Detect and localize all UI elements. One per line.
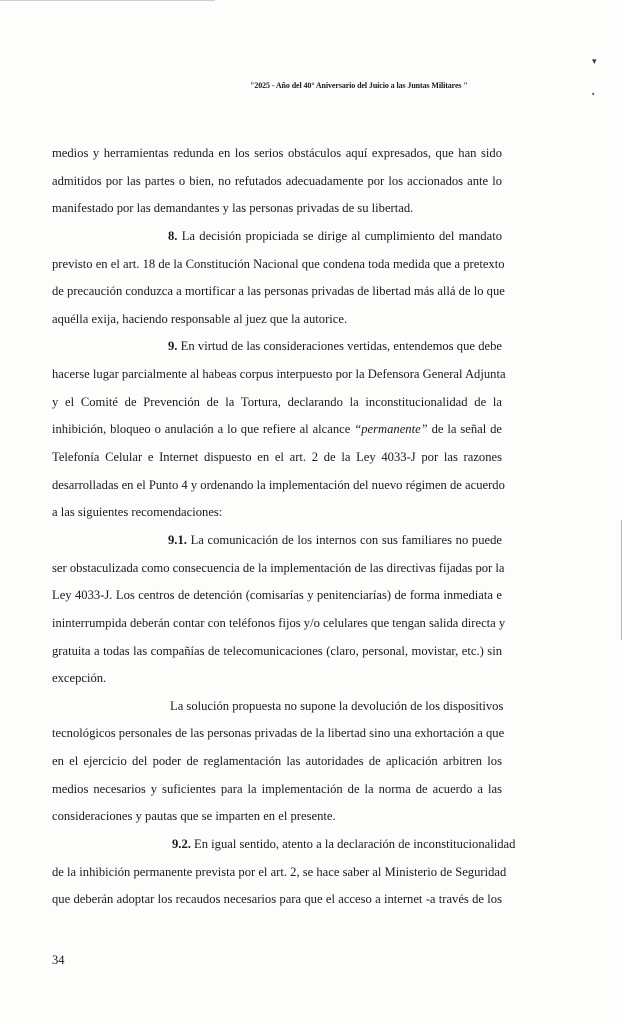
- text-line: manifestado por las demandantes y las personas privadas de su libertad.: [52, 201, 414, 216]
- text-line: medios y herramientas redunda en los serios obstáculos aquí expresados, que han sido: [52, 146, 502, 160]
- text-line: inhibición, bloqueo o anulación a lo que refiere al alcance “permanente” de la señal de: [52, 422, 502, 437]
- text-line: a las siguientes recomendaciones:: [52, 505, 223, 520]
- page-number: 34: [52, 953, 65, 967]
- text-line: 9.2. En igual sentido, atento a la declaración de inconstitucionalidad: [172, 837, 516, 852]
- text-line: admitidos por las partes o bien, no refutados adecuadamente por los accionados ante lo: [52, 173, 502, 188]
- text-line: aquélla exija, haciendo responsable al juez que la autorice.: [52, 311, 348, 326]
- text-line: previsto en el art. 18 de la Constitución Nacional que condena toda medida que a pretexto: [52, 256, 505, 271]
- margin-mark: ▾: [592, 56, 597, 66]
- text-line: y el Comité de Prevención de la Tortura, declarando la inconstitucionalidad de la: [52, 394, 502, 409]
- text-line: en el ejercicio del poder de reglamentación las autoridades de aplicación arbitren los: [52, 754, 502, 769]
- text-line: ser obstaculizada como consecuencia de la implementación de las directivas fijadas por la: [52, 560, 505, 575]
- text-line: 9.1. La comunicación de los internos con sus familiares no puede: [168, 532, 502, 547]
- text-line: consideraciones y pautas que se imparten en el presente.: [52, 809, 336, 824]
- running-header: "2025 - Año del 40° Aniversario del Juicio a las Juntas Militares ": [250, 81, 468, 90]
- text-line: desarrolladas en el Punto 4 y ordenando la implementación del nuevo régimen de acuerdo: [52, 477, 505, 492]
- body-text: [52, 140, 516, 914]
- text-line: 8. La decisión propiciada se dirige al cumplimiento del mandato: [168, 228, 502, 243]
- text-line: Ley 4033-J. Los centros de detención (comisarías y penitenciarías) de forma inmediata e: [52, 588, 502, 603]
- text-line: de la inhibición permanente prevista por el art. 2, se hace saber al Ministerio de Seguridad: [52, 864, 507, 879]
- text-line: de precaución conduzca a mortificar a las personas privadas de libertad más allá de lo que: [52, 284, 505, 299]
- text-line: Telefonía Celular e Internet dispuesto en el art. 2 de la Ley 4033-J por las razones: [52, 450, 502, 465]
- text-line: 9. En virtud de las consideraciones vertidas, entendemos que debe: [168, 339, 502, 354]
- text-line: ininterrumpida deberán contar con teléfonos fijos y/o celulares que tengan salida directa y: [52, 615, 506, 630]
- text-line: que deberán adoptar los recaudos necesarios para que el acceso a internet -a través de los: [52, 892, 502, 907]
- text-line: La solución propuesta no supone la devolución de los dispositivos: [170, 698, 504, 713]
- margin-mark: ▪: [592, 90, 595, 98]
- text-line: medios necesarios y suficientes para la implementación de la norma de acuerdo a las: [52, 781, 502, 796]
- text-line: tecnológicos personales de las personas privadas de la libertad sino una exhortación a que: [52, 726, 505, 741]
- text-line: excepción.: [52, 671, 107, 686]
- top-rule: [0, 0, 215, 1]
- text-line: hacerse lugar parcialmente al habeas corpus interpuesto por la Defensora General Adjunta: [52, 367, 506, 382]
- text-line: gratuita a todas las compañías de telecomunicaciones (claro, personal, movistar, etc.) sin: [52, 643, 502, 658]
